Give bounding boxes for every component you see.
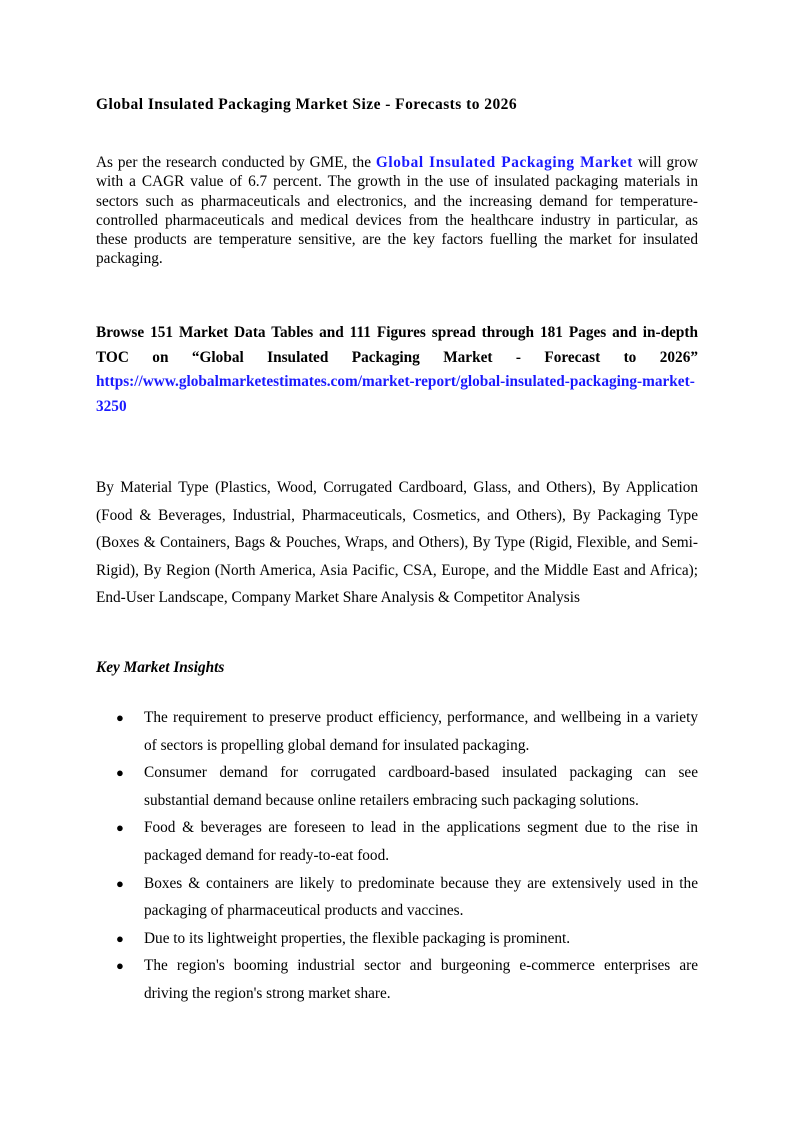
list-item-text: Food & beverages are foreseen to lead in the applications segment due to the rise in packaged demand for ready-to-eat food. (144, 819, 698, 864)
market-link[interactable]: Global Insulated Packaging Market (375, 154, 633, 171)
bullet-icon: ● (116, 765, 124, 781)
document-title: Global Insulated Packaging Market Size - Forecasts to 2026 (96, 96, 518, 113)
list-item (96, 704, 698, 759)
list-item-text: Boxes & containers are likely to predominate because they are extensively used in the packaging of pharmaceutical products and vaccines. (144, 874, 698, 920)
list-item-text: Due to its lightweight properties, the flexible packaging is prominent. (144, 929, 571, 947)
bullet-icon: ● (116, 820, 124, 836)
key-insights-heading: Key Market Insights (96, 659, 225, 676)
insights-list (96, 704, 698, 1008)
list-item (96, 814, 698, 869)
bullet-icon: ● (116, 875, 124, 891)
intro-text-before: As per the research conducted by GME, the (96, 154, 376, 171)
intro-paragraph (96, 153, 698, 269)
list-item-text: The region's booming industrial sector and burgeoning e-commerce enterprises are driving the region's strong market share. (144, 957, 698, 1002)
list-item (96, 870, 698, 925)
list-item (96, 952, 698, 1007)
bullet-icon: ● (116, 710, 124, 725)
bullet-icon: ● (116, 930, 124, 946)
list-item (96, 759, 698, 814)
list-item-text: Consumer demand for corrugated cardboard-based insulated packaging can see substantial demand because online retailers embracing such packaging solutions. (144, 764, 698, 809)
list-item-text: The requirement to preserve product efficiency, performance, and wellbeing in a variety of sectors is propelling global demand for insulated packaging. (144, 709, 698, 754)
intro-text-after: will grow with a CAGR value of 6.7 percent. The growth in the use of insulated packaging materials in sectors such as pharmaceuticals and electronics, and the increasing demand for temperature-controlled pharmaceuticals and medical devices from the healthcare industry in particular, as these products are temperature sensitive, are the key factors fuelling the market for insulated packaging. (96, 154, 698, 268)
bullet-icon: ● (116, 958, 124, 974)
browse-paragraph (96, 321, 698, 419)
list-item (96, 925, 698, 953)
report-url-link[interactable]: https://www.globalmarketestimates.com/market-report/global-insulated-packaging-market-3250 (96, 373, 695, 415)
segmentation-paragraph: By Material Type (Plastics, Wood, Corrugated Cardboard, Glass, and Others), By Application (Food & Beverages, Industrial, Pharmaceuticals, Cosmetics, and Others), By Packaging Type (Boxes & Containers, Bags & Pouches, Wraps, and Others), By Type (Rigid, Flexible, and Semi-Rigid), By Region (North America, Asia Pacific, CSA, Europe, and the Middle East and Africa); End-User Landscape, Company Market Share Analysis & Competitor Analysis (96, 479, 698, 607)
browse-text: Browse 151 Market Data Tables and 111 Figures spread through 181 Pages and in-depth TOC on “Global Insulated Packaging Market - Forecast to 2026” (96, 324, 698, 366)
